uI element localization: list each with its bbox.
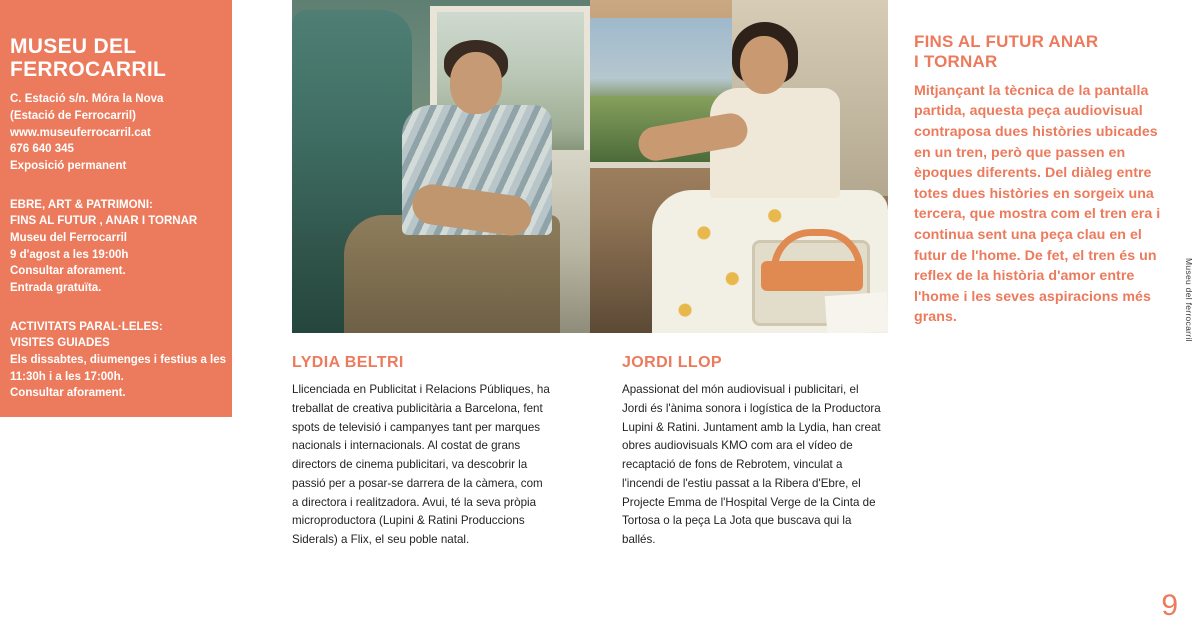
bio-lydia-beltri: [292, 354, 552, 550]
exhibition-name: FINS AL FUTUR , ANAR I TORNAR: [10, 215, 198, 228]
address-venue: (Estació de Ferrocarril): [10, 110, 136, 123]
feature-title-line1: FINS AL FUTUR ANAR: [914, 32, 1099, 51]
feature-title-line2: I TORNAR: [914, 52, 998, 72]
museum-title: [10, 36, 214, 81]
bio-text: Apassionat del món audiovisual i publicitari, el Jordi és l'ànima sonora i logística de la Productora Lupini & Ratini. Juntament amb la Lydia, han creat obres audiovisuals KMO com ara el vídeo de recaptació de fons de Rebrotem, vinculat a l'incendi de l'estiu passat a la Ribera d'Ebre, el Projecte Emma de l'Hospital Verge de la Cinta de Tortosa o la peça La Jota que buscava qui la ballés.: [622, 383, 881, 547]
exhibition-capacity-note: Consultar aforament.: [10, 265, 126, 278]
paper-sheet: [825, 292, 888, 333]
activities-heading: ACTIVITATS PARAL·LELES:: [10, 320, 163, 333]
address-phone: 676 640 345: [10, 143, 74, 156]
bio-jordi-llop: [622, 354, 882, 550]
address-permanent-exhibition: Exposició permanent: [10, 160, 127, 173]
exhibition-venue: Museu del Ferrocarril: [10, 232, 127, 245]
feature-title: [914, 32, 1170, 73]
museum-info-panel: [0, 0, 232, 417]
activities-guided-visits: VISITES GUIADES: [10, 337, 110, 350]
museum-title-line2: FERROCARRIL: [10, 57, 167, 81]
feature-body-text: Mitjançant la tècnica de la pantalla partida, aquesta peça audiovisual contraposa dues històries ubicades en un tren, però que passen en èpoques diferents. Del diàleg entre totes dues històries en sorgeix una tercera, que mostra com el tren era i continua sent una peça clau en el futur de l'home. De fet, el tren és un reflex de la història d'amor entre l'home i les seves aspiracions més grans.: [914, 82, 1161, 326]
exhibition-entry-note: Entrada gratuïta.: [10, 282, 102, 295]
exhibition-block: [10, 197, 214, 297]
feature-description: [914, 32, 1170, 328]
exhibition-series: EBRE, ART & PATRIMONI:: [10, 198, 153, 211]
address-website[interactable]: www.museuferrocarril.cat: [10, 126, 151, 139]
film-still-right-half: [590, 0, 888, 333]
woman-face: [740, 36, 788, 94]
bio-text: Llicenciada en Publicitat i Relacions Públiques, ha treballat de creativa publicitària a Barcelona, fent spots de televisió i campanyes tant per marques nacionals i internacionals. Al costat de grans directors de cinema publicitari, va descobrir la passió per a posar-se darrera de la càmera, com a directora i realitzadora. Avui, té la seva pròpia microproductora (Lupini & Ratini Produccions Siderals) a Flix, el seu poble natal.: [292, 383, 550, 547]
activities-capacity-note: Consultar aforament.: [10, 387, 126, 400]
activities-days: Els dissabtes, diumenges i festius a les: [10, 354, 227, 367]
address-street: C. Estació s/n. Móra la Nova: [10, 93, 164, 106]
page-number: 9: [1161, 589, 1178, 622]
vertical-section-label: Museu del ferrocarril: [1184, 258, 1194, 342]
film-still-left-half: [292, 0, 590, 333]
split-screen-film-still: [292, 0, 888, 333]
bio-name: JORDI LLOP: [622, 354, 723, 371]
parallel-activities-block: [10, 319, 227, 402]
bio-name: LYDIA BELTRI: [292, 354, 404, 371]
museum-address-block: [10, 91, 214, 174]
activities-times: 11:30h i a les 17:00h.: [10, 370, 124, 383]
exhibition-date: 9 d'agost a les 19:00h: [10, 248, 129, 261]
museum-title-line1: MUSEU DEL: [10, 35, 137, 58]
man-face: [450, 52, 502, 114]
